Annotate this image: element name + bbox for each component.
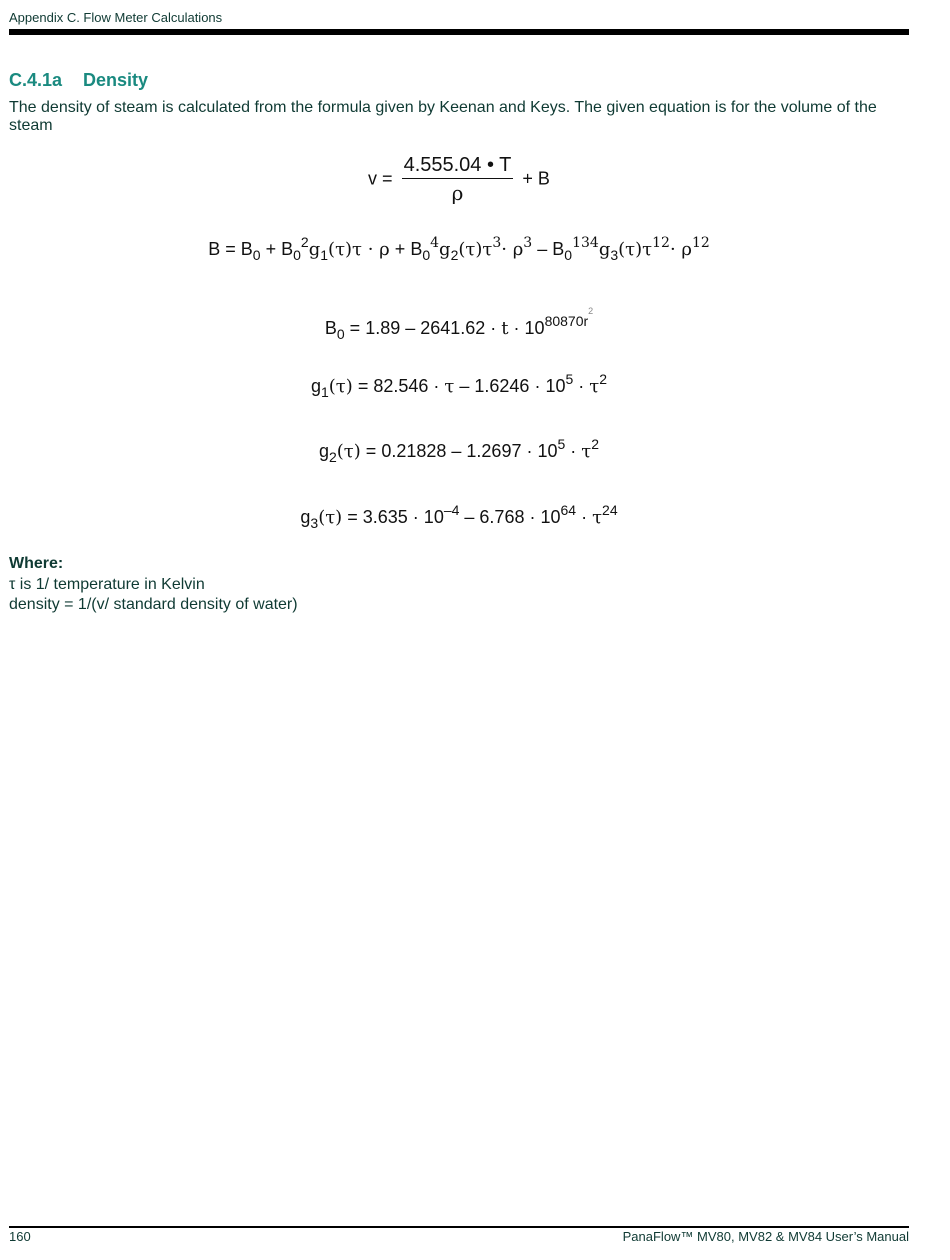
eq-g1-lhs-sub: 1: [320, 384, 329, 400]
eq-g2-lhs-arg: (τ): [336, 441, 361, 462]
eq-b-t1: B: [240, 239, 253, 259]
eq-g1-exp2: 2: [599, 371, 608, 387]
eq-b0-lhs-sub: 0: [336, 326, 345, 342]
where-tau-definition: τ is 1/ temperature in Kelvin: [9, 576, 205, 593]
running-header: Appendix C. Flow Meter Calculations: [9, 10, 223, 25]
eq-b-t3-rho: · ρ: [501, 239, 524, 260]
eq-g3-exp1: –4: [443, 502, 460, 518]
eq-b-t2-g-sub: 1: [320, 247, 329, 263]
footer-rule: [9, 1226, 909, 1228]
eq-b-t3-rest: (τ)τ: [458, 239, 493, 260]
where-label: Where:: [9, 555, 64, 572]
eq-g3-equals: =: [347, 507, 358, 527]
eq-g1-b: – 1.6246 · 10: [454, 376, 566, 396]
eq-b-t4: B: [552, 239, 565, 259]
eq-b-t2-g: g: [308, 239, 321, 260]
eq-b0-lhs: B: [324, 318, 337, 338]
eq-b-t4-sub: 0: [564, 247, 573, 263]
eq-b-t3-rho-sup: 3: [523, 235, 533, 251]
eq-g2-lhs-sub: 2: [328, 449, 337, 465]
eq-b-t4-rho: · ρ: [669, 239, 692, 260]
eq-g2-c: ·: [565, 441, 582, 461]
eq-b-t4-g: g: [598, 239, 611, 260]
eq-g1-tau1: τ: [444, 376, 455, 397]
eq-b-t4-sup: 134: [572, 235, 599, 251]
equation-b0: [0, 306, 918, 342]
eq-b-t2: B: [281, 239, 294, 259]
eq-g3-c: ·: [576, 507, 593, 527]
eq-g1-lhs: g: [310, 376, 321, 396]
eq-g3-exp2: 64: [560, 502, 577, 518]
section-heading: [9, 70, 148, 91]
eq-g3-b: – 6.768 · 10: [459, 507, 561, 527]
eq-g3-lhs: g: [300, 507, 311, 527]
eq-v-equals: =: [382, 168, 393, 189]
eq-v-fraction: [402, 154, 514, 205]
header-rule: [9, 29, 909, 35]
eq-b-equals: =: [225, 239, 236, 259]
eq-b-t3-tau-sup: 3: [492, 235, 502, 251]
eq-g2-tau: τ: [581, 441, 592, 462]
eq-b-op1: +: [265, 239, 277, 259]
eq-b0-equals: =: [349, 318, 361, 338]
eq-b-t2-rest: (τ)τ · ρ: [328, 239, 390, 260]
page-number: 160: [9, 1229, 31, 1244]
equation-b: [0, 234, 918, 263]
eq-b-op3: –: [537, 239, 548, 259]
eq-v-lhs: v: [368, 168, 378, 189]
eq-b-t1-sub: 0: [252, 247, 261, 263]
eq-b-t4-rest: (τ)τ: [618, 239, 653, 260]
eq-b-lhs: B: [208, 239, 221, 259]
eq-b-op2: +: [394, 239, 406, 259]
eq-g1-c: ·: [573, 376, 590, 396]
eq-g2-a: 0.21828 – 1.2697 · 10: [381, 441, 558, 461]
section-number: C.4.1a: [9, 70, 63, 90]
eq-b0-t: t: [501, 318, 509, 339]
eq-g2-exp2: 2: [591, 436, 600, 452]
eq-g1-equals: =: [357, 376, 369, 396]
eq-g1-tau2: τ: [589, 376, 600, 397]
eq-v-denominator: ρ: [451, 181, 464, 205]
equation-g3: [0, 502, 918, 531]
eq-g3-exp3: 24: [602, 502, 618, 518]
eq-g3-lhs-sub: 3: [310, 515, 319, 531]
eq-b0-rhs: 1.89 – 2641.62 ·: [365, 318, 502, 338]
eq-b-t3-sub: 0: [422, 247, 431, 263]
equation-g2: [0, 436, 918, 465]
eq-g3-a: 3.635 · 10: [362, 507, 444, 527]
eq-g2-equals: =: [365, 441, 377, 461]
equation-g1: [0, 371, 918, 400]
eq-b-t4-tau-sup: 12: [652, 235, 670, 251]
section-title: Density: [83, 70, 149, 90]
equation-volume: [0, 154, 918, 205]
eq-b0-exponent-sup: 2: [588, 306, 594, 316]
eq-b0-exponent: 80870r: [544, 313, 589, 329]
intro-paragraph: The density of steam is calculated from the formula given by Keenan and Keys. The given equation is for the volume of the steam: [9, 99, 877, 134]
eq-g2-exp1: 5: [557, 436, 566, 452]
eq-g3-lhs-arg: (τ): [318, 507, 343, 528]
eq-g1-lhs-arg: (τ): [328, 376, 353, 397]
eq-g3-tau: τ: [592, 507, 603, 528]
where-density-definition: density = 1/(v/ standard density of water): [9, 596, 298, 613]
eq-v-tail: + B: [522, 168, 550, 189]
manual-title: PanaFlow™ MV80, MV82 & MV84 User’s Manual: [622, 1229, 909, 1244]
eq-b-t3-sup: 4: [430, 235, 440, 251]
eq-b0-sup: [544, 306, 594, 329]
eq-v-numerator: 4.555.04 • T: [402, 154, 514, 179]
eq-b-t3-g-sub: 2: [450, 247, 459, 263]
eq-g1-a: 82.546 ·: [373, 376, 445, 396]
eq-g2-lhs: g: [318, 441, 329, 461]
eq-b-t2-sub: 0: [293, 247, 301, 263]
eq-b-t4-g-sub: 3: [610, 247, 619, 263]
eq-b-t3: B: [410, 239, 423, 259]
eq-b0-mid: · 10: [508, 318, 545, 338]
eq-b-t2-sup: 2: [300, 234, 309, 250]
eq-b-t3-g: g: [439, 239, 451, 260]
eq-b-t4-rho-sup: 12: [691, 235, 710, 251]
eq-g1-exp1: 5: [565, 371, 574, 387]
